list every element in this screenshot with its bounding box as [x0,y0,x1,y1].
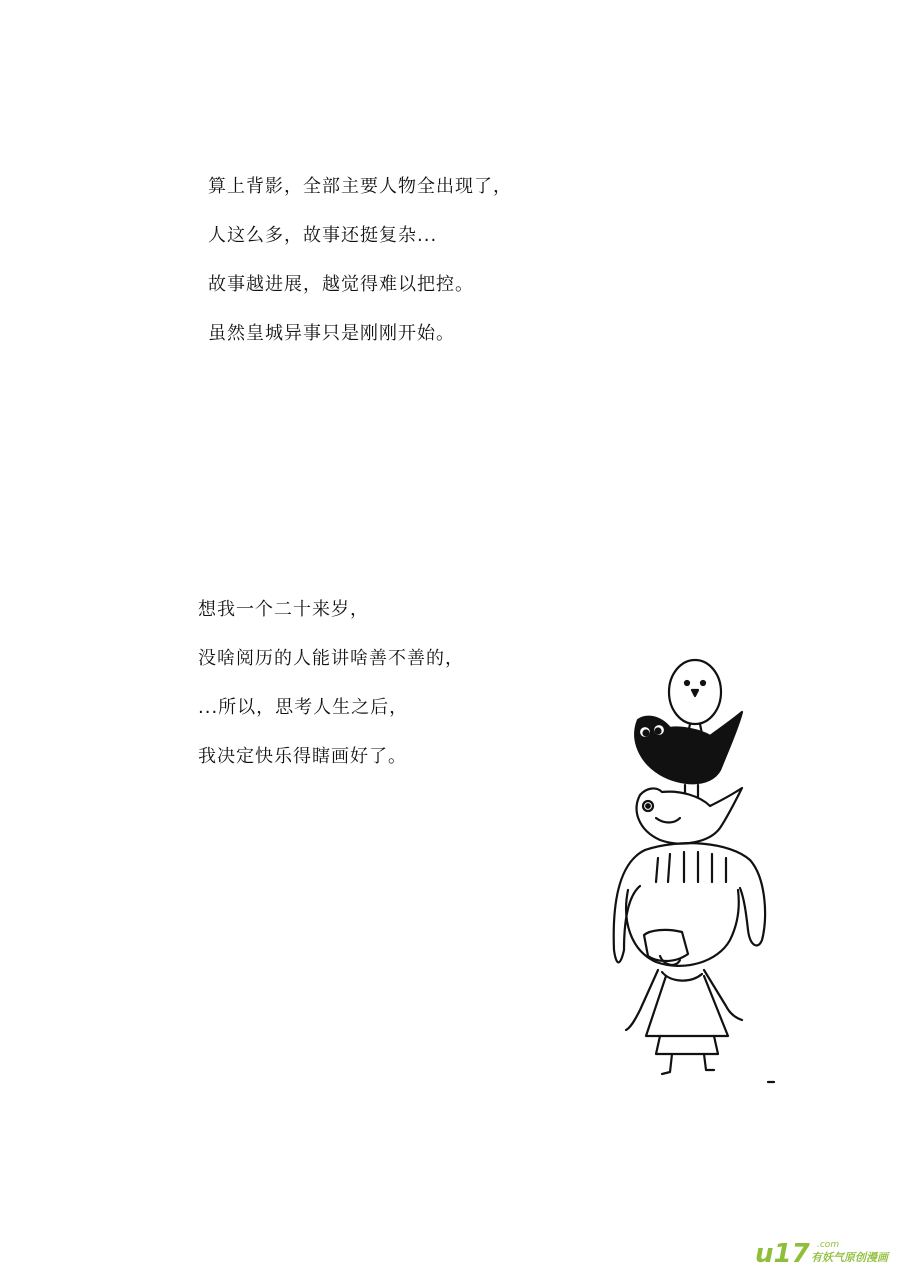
text-line: 故事越进展，越觉得难以把控。 [208,274,474,295]
watermark-logo-text: u17 [755,1239,810,1269]
black-bird-icon [635,712,742,798]
text-line: 人这么多，故事还挺复杂... [208,225,438,246]
watermark-domain: .com [817,1240,840,1250]
text-line: ...所以，思考人生之后， [198,697,409,718]
text-block-1 [208,162,512,358]
girl-body-icon [626,970,742,1074]
girl-head-icon [614,843,765,966]
text-block-2 [198,585,464,781]
girl-with-birds-illustration [600,650,790,1090]
text-line: 算上背影，全部主要人物全出现了， [208,176,512,197]
text-line: 虽然皇城异事只是刚刚开始。 [208,323,455,344]
round-bird-icon [637,788,742,844]
text-line: 想我一个二十来岁， [198,599,369,620]
watermark-tagline: 有妖气原创漫画 [811,1251,888,1264]
u17-watermark [755,1239,888,1269]
text-line: 我决定快乐得瞎画好了。 [198,746,407,767]
white-bird-icon [669,660,721,734]
text-line: 没啥阅历的人能讲啥善不善的， [198,648,464,669]
